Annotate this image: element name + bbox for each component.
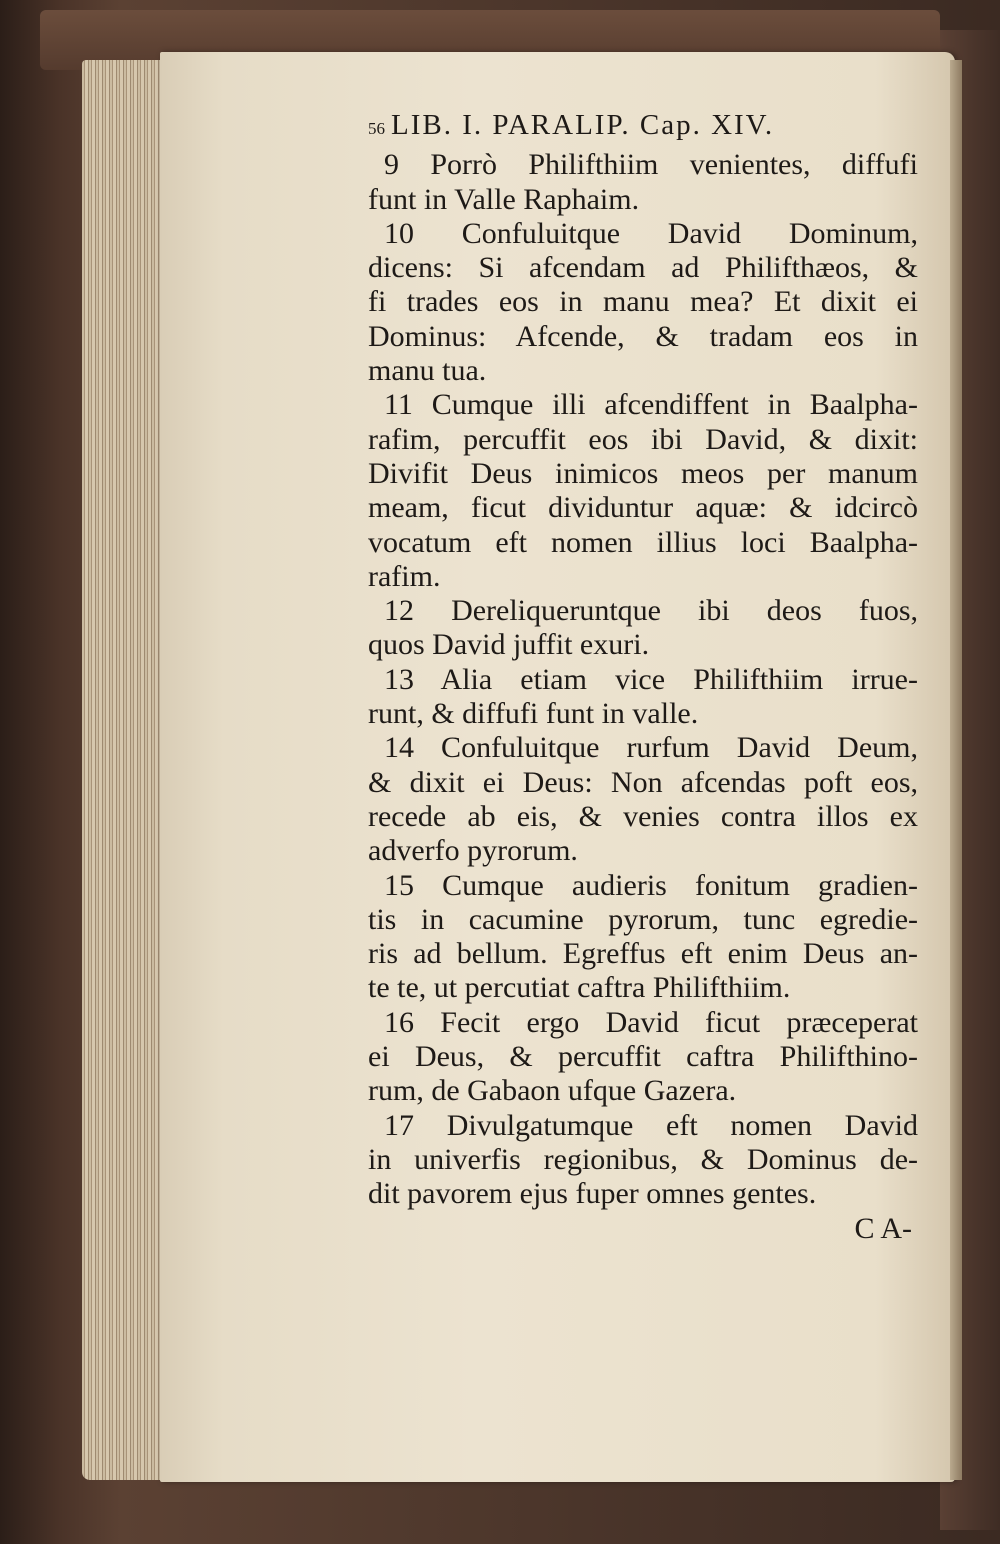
text-line: 11 Cumque illi afcendiffent in Baalpha-: [384, 388, 918, 422]
page-number: 56: [368, 119, 385, 138]
text-line: 14 Confuluitque rurfum David Deum,: [384, 731, 918, 765]
text-line: 16 Fecit ergo David ficut præceperat: [384, 1005, 918, 1039]
text-line: ris ad bellum. Egreffus eft enim Deus an-: [368, 937, 918, 971]
page-right-edge: [950, 60, 962, 1480]
text-line: meam, ficut dividuntur aquæ: & idcircò: [368, 491, 918, 525]
text-line: 17 Divulgatumque eft nomen David: [384, 1108, 918, 1142]
running-title: LIB. I. PARALIP. Cap. XIV.: [391, 109, 775, 141]
text-line: 9 Porrò Philifthiim venientes, diffufi: [384, 148, 918, 182]
text-line: 15 Cumque audieris fonitum gradien-: [384, 868, 918, 902]
text-line: runt, & diffufi funt in valle.: [368, 697, 699, 731]
text-line: rafim, percuffit eos ibi David, & dixit:: [368, 422, 918, 456]
text-lines: [368, 148, 918, 1211]
text-line: vocatum eft nomen illius loci Baalpha-: [368, 525, 918, 559]
text-line: 10 Confuluitque David Dominum,: [384, 216, 918, 250]
page-text-block: [368, 108, 918, 1246]
text-line: 12 Dereliqueruntque ibi deos fuos,: [384, 594, 918, 628]
text-line: rafim.: [368, 559, 441, 593]
text-line: 13 Alia etiam vice Philifthiim irrue-: [384, 662, 918, 696]
catchword: C A-: [854, 1211, 912, 1245]
text-line: fi trades eos in manu mea? Et dixit ei: [368, 285, 918, 319]
text-line: tis in cacumine pyrorum, tunc egredie-: [368, 902, 918, 936]
text-line: adverfo pyrorum.: [368, 834, 578, 868]
text-line: dicens: Si afcendam ad Philifthæos, &: [368, 251, 918, 285]
text-line: manu tua.: [368, 354, 487, 388]
text-line: quos David juffit exuri.: [368, 628, 650, 662]
text-line: recede ab eis, & venies contra illos ex: [368, 799, 918, 833]
text-line: Dominus: Afcende, & tradam eos in: [368, 319, 918, 353]
text-line: dit pavorem ejus fuper omnes gentes.: [368, 1177, 817, 1211]
running-header: [368, 108, 918, 146]
text-line: rum, de Gabaon ufque Gazera.: [368, 1074, 737, 1108]
text-line: funt in Valle Raphaim.: [368, 182, 640, 216]
text-line: te te, ut percutiat caftra Philifthiim.: [368, 971, 791, 1005]
text-line: ei Deus, & percuffit caftra Philifthino-: [368, 1040, 918, 1074]
text-line: & dixit ei Deus: Non afcendas poft eos,: [368, 765, 918, 799]
text-line: Divifit Deus inimicos meos per manum: [368, 456, 918, 490]
text-line: in univerfis regionibus, & Dominus de-: [368, 1142, 918, 1176]
